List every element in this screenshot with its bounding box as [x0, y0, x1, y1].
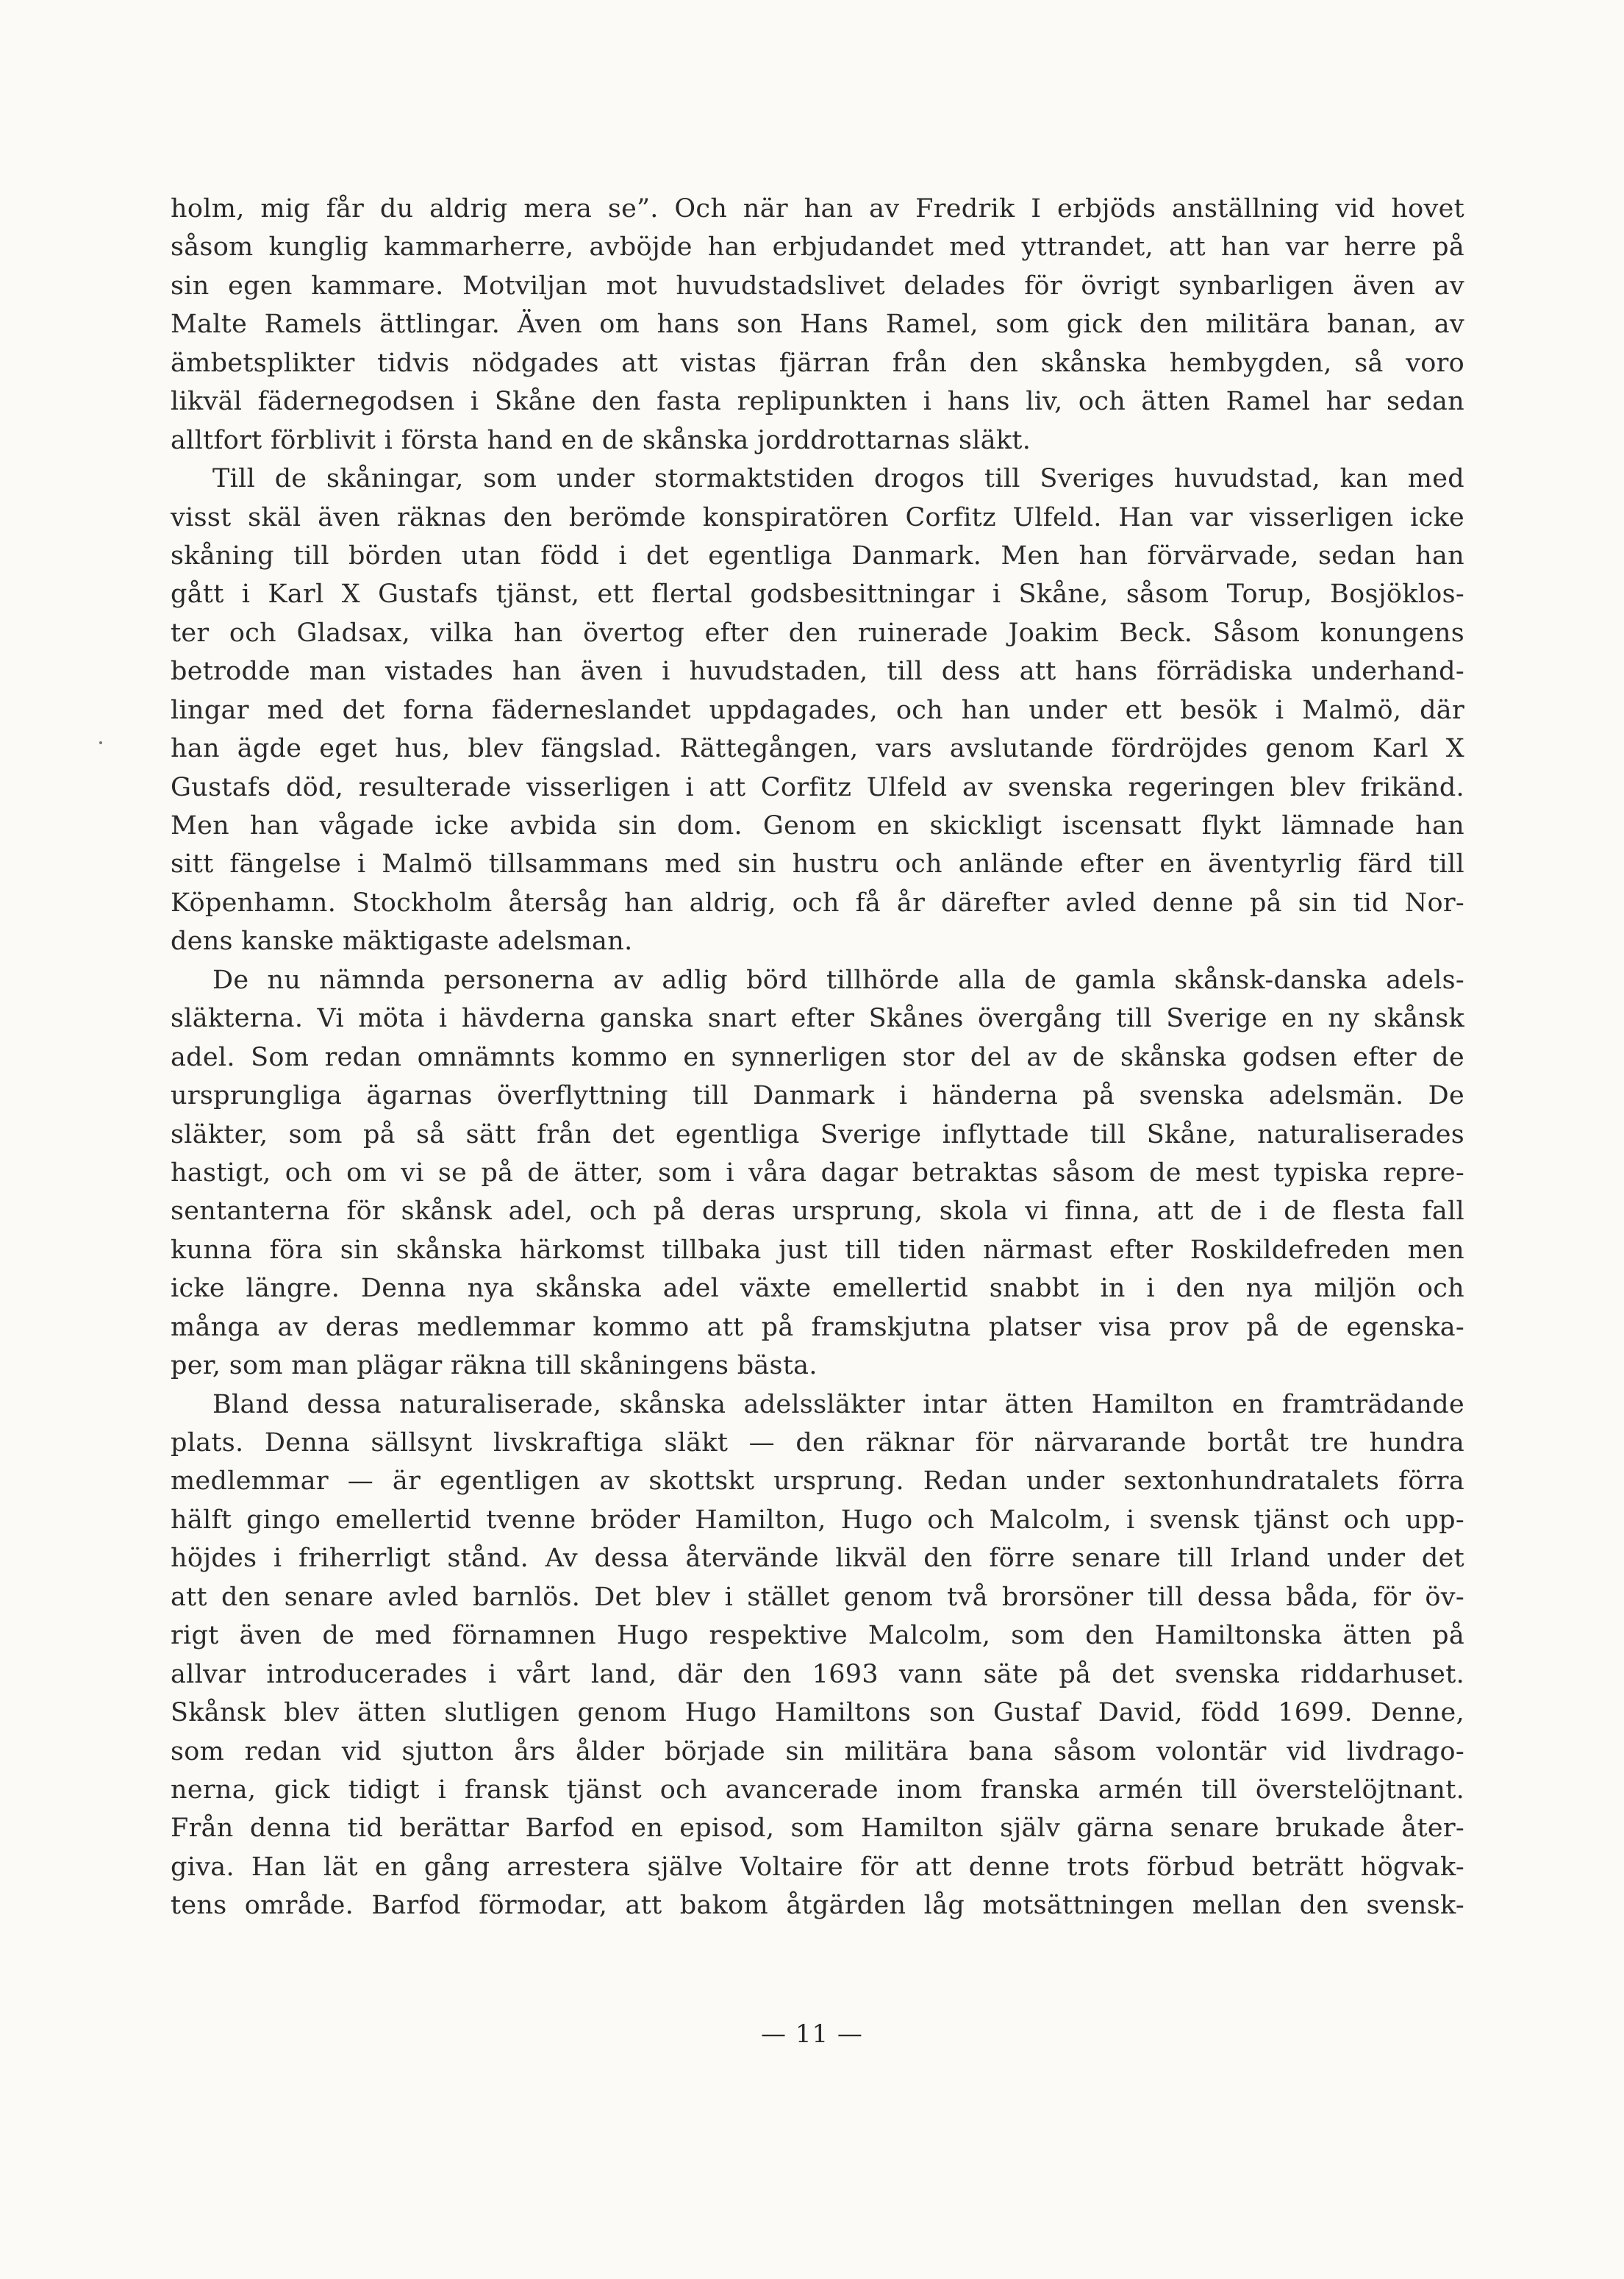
text-line: dens kanske mäktigaste adelsman. — [171, 927, 633, 957]
text-line: ursprungliga ägarnas överflyttning till Danmark i händerna på svenska adelsmän. De — [171, 1081, 1464, 1111]
text-line: tens område. Barfod förmodar, att bakom åtgärden låg motsättningen mellan den svensk- — [171, 1891, 1464, 1921]
text-line: allvar introducerades i vårt land, där den 1693 vann säte på det svenska riddarhuset. — [171, 1659, 1464, 1689]
text-line: ämbetsplikter tidvis nödgades att vistas fjärran från den skånska hembygden, så voro — [171, 348, 1464, 378]
text-line: holm, mig får du aldrig mera se”. Och när han av Fredrik I erbjöds anställning vid hovet — [171, 194, 1464, 224]
text-line: lingar med det forna fäderneslandet uppdagades, och han under ett besök i Malmö, där — [171, 695, 1464, 725]
page-number: — 11 — — [761, 2019, 863, 2049]
text-line: plats. Denna sällsynt livskraftiga släkt — den räknar för närvarande bortåt tre hundra — [171, 1428, 1464, 1458]
text-line: släkterna. Vi möta i hävderna ganska snart efter Skånes övergång till Sverige en ny skånsk — [171, 1004, 1464, 1034]
text-line: hastigt, och om vi se på de ätter, som i våra dagar betraktas såsom de mest typiska repre- — [171, 1158, 1464, 1188]
text-line: såsom kunglig kammarherre, avböjde han erbjudandet med yttrandet, att han var herre på — [171, 232, 1464, 263]
text-line: gått i Karl X Gustafs tjänst, ett flertal godsbesittningar i Skåne, såsom Torup, Bosjöklos- — [171, 579, 1464, 610]
text-line: Till de skåningar, som under stormaktstiden drogos till Sveriges huvudstad, kan med — [212, 464, 1464, 494]
text-line: likväl fädernegodsen i Skåne den fasta replipunkten i hans liv, och ätten Ramel har sedan — [171, 387, 1464, 417]
text-line: släkter, som på så sätt från det egentliga Sverige inflyttade till Skåne, naturaliserades — [171, 1119, 1464, 1149]
text-line: att den senare avled barnlös. Det blev i stället genom två brorsöner till dessa båda, för öv- — [171, 1582, 1464, 1612]
text-line: Gustafs död, resulterade visserligen i att Corfitz Ulfeld av svenska regeringen blev frikänd. — [171, 772, 1464, 802]
text-line: han ägde eget hus, blev fängslad. Rättegången, vars avslutande fördröjdes genom Karl X — [171, 734, 1464, 764]
text-line: Malte Ramels ättlingar. Även om hans son Hans Ramel, som gick den militära banan, av — [171, 310, 1464, 340]
text-line: Skånsk blev ätten slutligen genom Hugo Hamiltons son Gustaf David, född 1699. Denne, — [171, 1698, 1464, 1728]
text-line: alltfort förblivit i första hand en de skånska jorddrottarnas släkt. — [171, 425, 1031, 455]
text-line: per, som man plägar räkna till skåningens bästa. — [171, 1351, 818, 1381]
text-line: Men han vågade icke avbida sin dom. Genom en skickligt iscensatt flykt lämnade han — [171, 811, 1464, 841]
text-line: sentanterna för skånsk adel, och på deras ursprung, skola vi finna, att de i de flesta fall — [171, 1196, 1464, 1227]
text-line: Bland dessa naturaliserade, skånska adelssläkter intar ätten Hamilton en framträdande — [212, 1389, 1464, 1419]
text-line: De nu nämnda personerna av adlig börd tillhörde alla de gamla skånsk-danska adels- — [212, 965, 1464, 995]
text-line: sitt fängelse i Malmö tillsammans med sin hustru och anlände efter en äventyrlig färd till — [171, 849, 1464, 880]
text-line: skåning till börden utan född i det egentliga Danmark. Men han förvärvade, sedan han — [171, 541, 1464, 571]
text-line: nerna, gick tidigt i fransk tjänst och avancerade inom franska armén till överstelöjtnant. — [171, 1775, 1464, 1805]
text-line: icke längre. Denna nya skånska adel växte emellertid snabbt in i den nya miljön och — [171, 1274, 1464, 1304]
text-line: ter och Gladsax, vilka han övertog efter den ruinerade Joakim Beck. Såsom konungens — [171, 618, 1464, 648]
text-line: hälft gingo emellertid tvenne bröder Hamilton, Hugo och Malcolm, i svensk tjänst och upp- — [171, 1505, 1464, 1535]
text-line: giva. Han lät en gång arrestera själve Voltaire för att denne trots förbud beträtt högvak- — [171, 1852, 1464, 1882]
text-line: Köpenhamn. Stockholm återsåg han aldrig, och få år därefter avled denne på sin tid Nor- — [171, 888, 1464, 918]
text-line: rigt även de med förnamnen Hugo respektive Malcolm, som den Hamiltonska ätten på — [171, 1621, 1464, 1651]
text-line: kunna föra sin skånska härkomst tillbaka just till tiden närmast efter Roskildefreden men — [171, 1235, 1464, 1265]
text-line: Från denna tid berättar Barfod en episod, som Hamilton själv gärna senare brukade åter- — [171, 1813, 1464, 1844]
text-line: höjdes i friherrligt stånd. Av dessa återvände likväl den förre senare till Irland under det — [171, 1544, 1464, 1574]
text-line: adel. Som redan omnämnts kommo en synnerligen stor del av de skånska godsen efter de — [171, 1042, 1464, 1072]
text-line: sin egen kammare. Motviljan mot huvudstadslivet delades för övrigt synbarligen även av — [171, 271, 1464, 301]
body-text — [171, 190, 1464, 1925]
text-line: visst skäl även räknas den berömde konspiratören Corfitz Ulfeld. Han var visserligen icke — [171, 502, 1464, 532]
text-line: som redan vid sjutton års ålder började sin militära bana såsom volontär vid livdrago- — [171, 1736, 1464, 1766]
paper-speck — [99, 741, 102, 744]
text-line: många av deras medlemmar kommo att på framskjutna platser visa prov på de egenska- — [171, 1312, 1464, 1342]
text-line: betrodde man vistades han även i huvudstaden, till dess att hans förrädiska underhand- — [171, 657, 1464, 687]
text-line: medlemmar — är egentligen av skottskt ursprung. Redan under sextonhundratalets förra — [171, 1466, 1464, 1497]
